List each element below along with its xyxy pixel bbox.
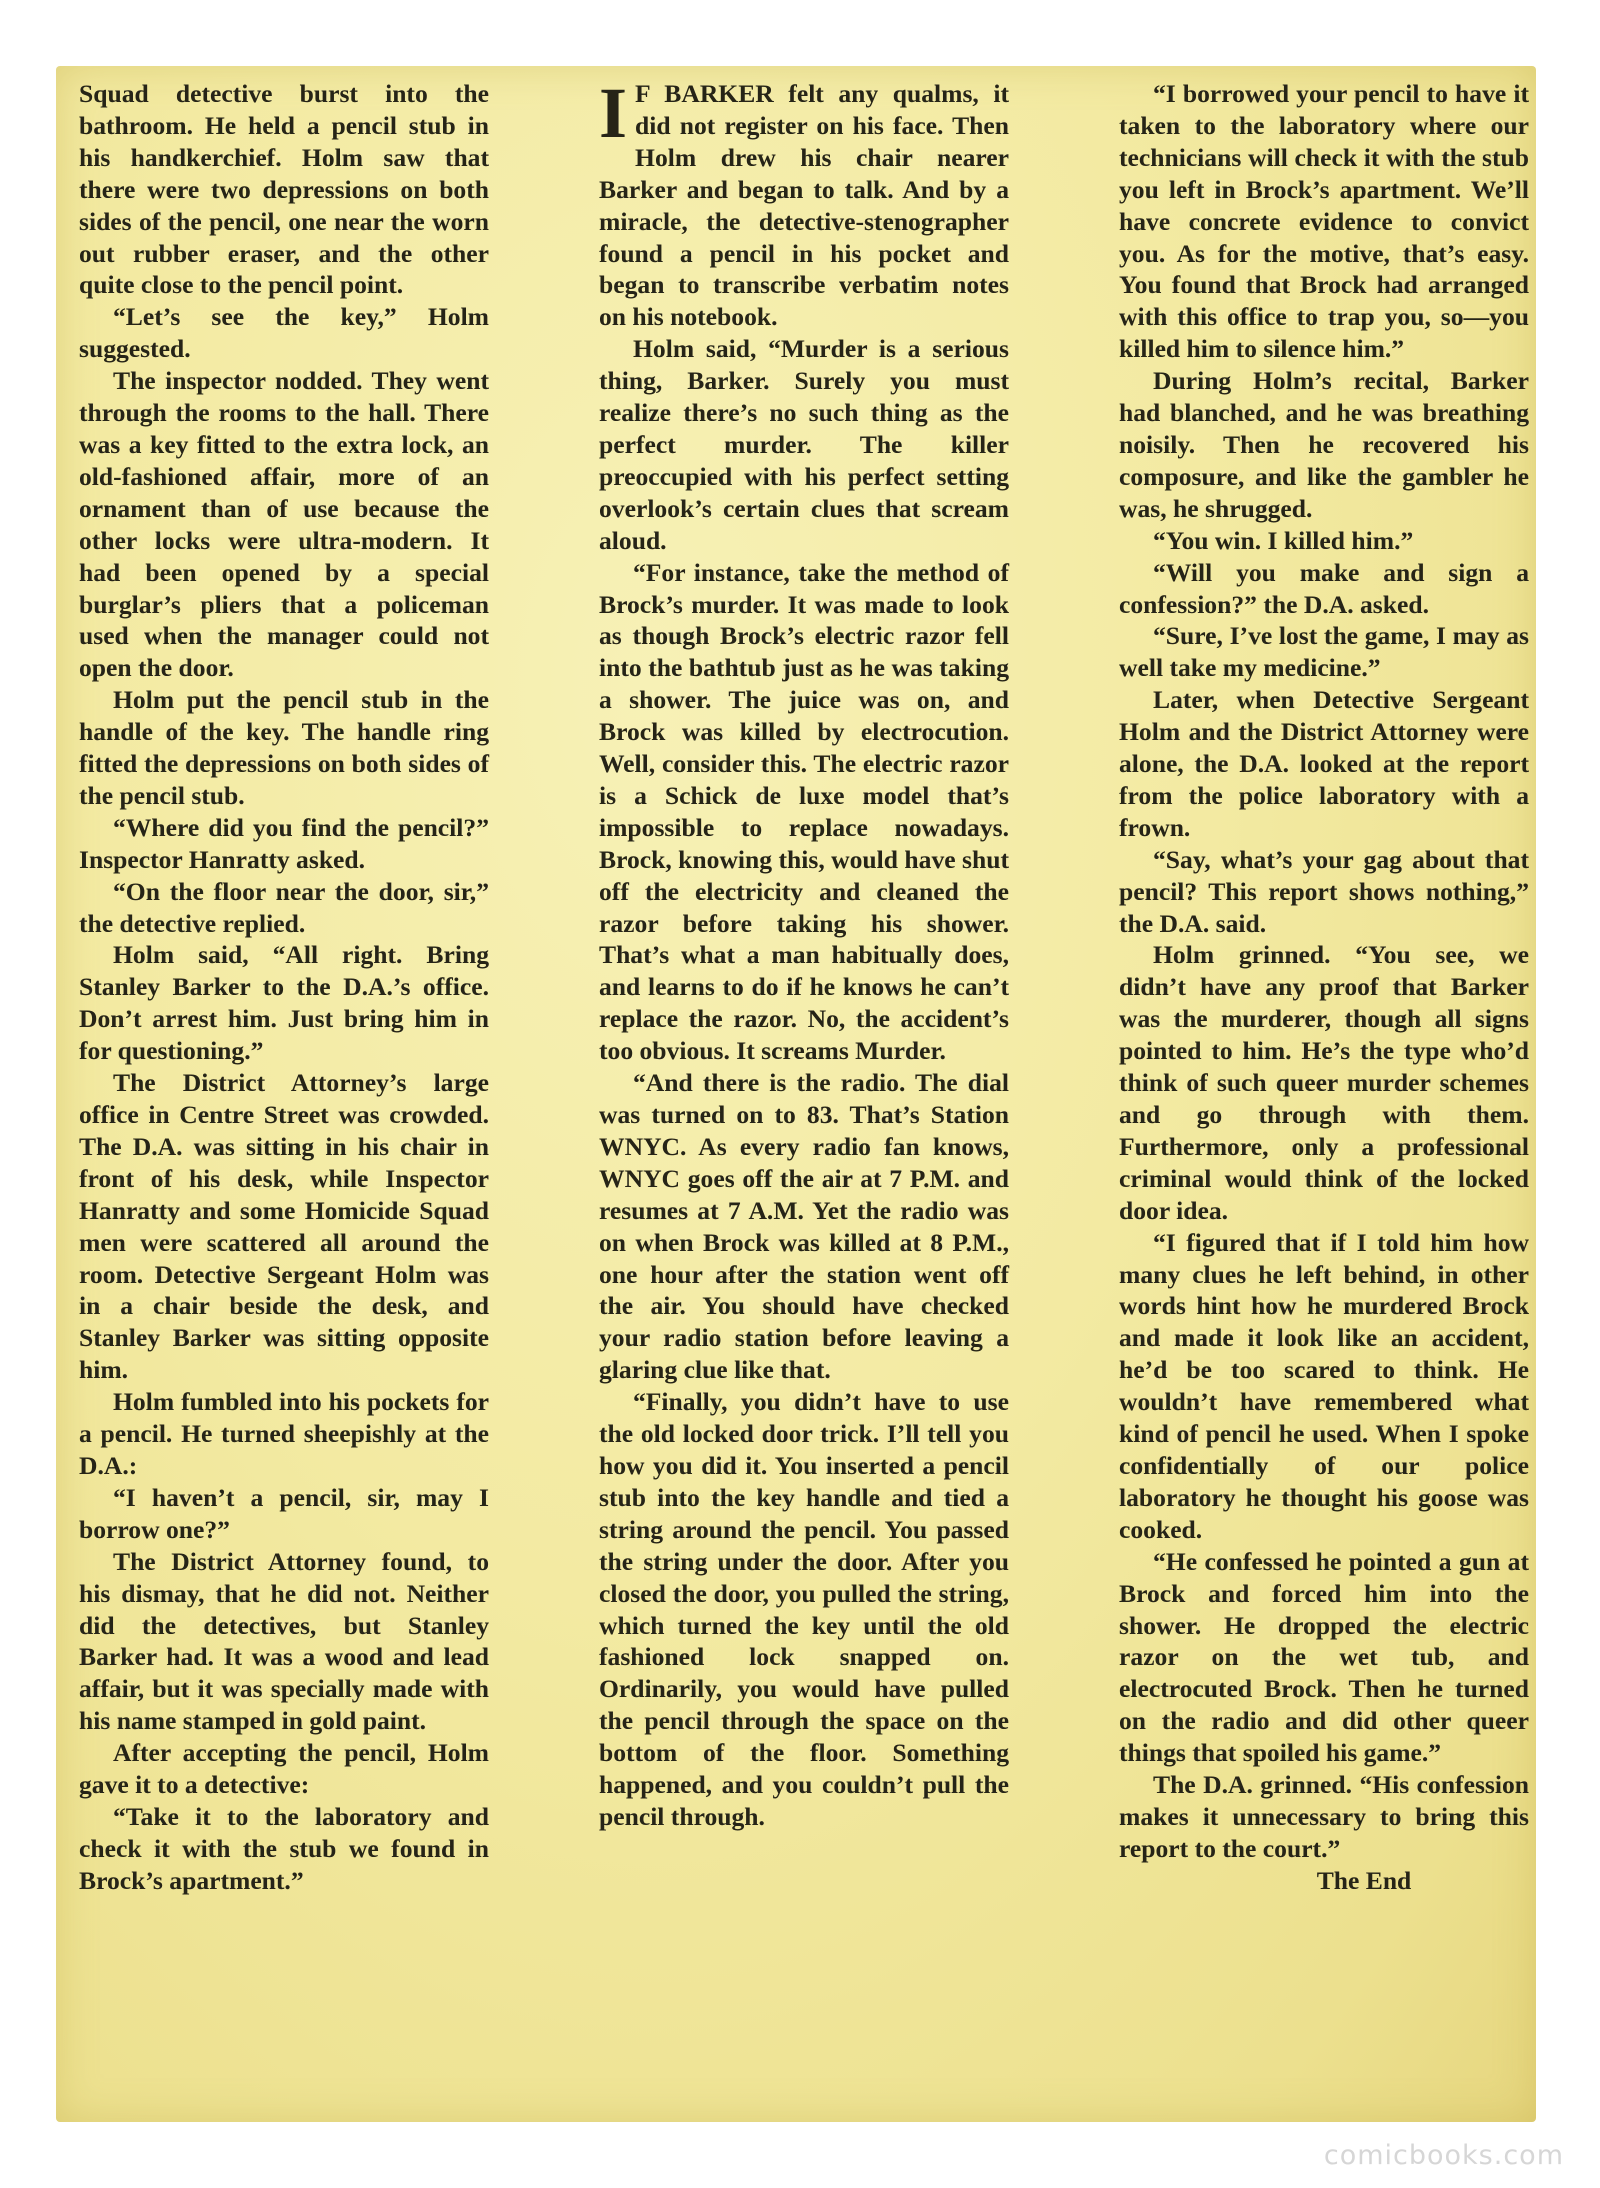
paragraph: “And there is the radio. The dial was turned on to 83. That’s Station WNYC. As every radio fan knows, WNYC goes off the air at 7 P.M. and resumes at 7 A.M. Yet the radio was on when Brock was killed at 8 P.M., one hour after the station went off the air. You should have checked your radio station before leaving a glaring clue like that. [599, 1068, 1009, 1385]
paragraph: Holm said, “All right. Bring Stanley Barker to the D.A.’s office. Don’t arrest him. Just bring him in for questioning.” [79, 940, 489, 1066]
paragraph: “I figured that if I told him how many clues he left behind, in other words hint how he murdered Brock and made it look like an accident, he’d be too scared to think. He wouldn’t have remembered what kind of pencil he used. When I spoke confidentially of our police laboratory he thought his goose was cooked. [1119, 1227, 1529, 1544]
paragraph: Squad detective burst into the bathroom. He held a pencil stub in his handkerchief. Holm saw that there were two depressions on both sides of the pencil, one near the worn out rubber eraser, and the other quite close to the pencil point. [79, 79, 489, 300]
paragraph: “You win. I killed him.” [1153, 525, 1414, 555]
paragraph: Later, when Detective Sergeant Holm and the District Attorney were alone, the D.A. looked at the report from the police laboratory with a frown. [1119, 685, 1529, 842]
paragraph: “Let’s see the key,” Holm suggested. [79, 302, 489, 364]
text-column-1 [79, 78, 489, 1897]
paragraph: After accepting the pencil, Holm gave it to a detective: [79, 1738, 489, 1800]
text-column-3 [1119, 78, 1529, 1897]
paragraph: The District Attorney’s large office in Centre Street was crowded. The D.A. was sitting in his chair in front of his desk, while Inspector Hanratty and some Homicide Squad men were scattered all around the room. Detective Sergeant Holm was in a chair beside the desk, and Stanley Barker was sitting opposite him. [79, 1068, 489, 1385]
paragraph: “On the floor near the door, sir,” the detective replied. [79, 876, 489, 938]
paragraph-lead [599, 73, 1009, 333]
text-column-2 [599, 73, 1009, 1833]
the-end-label: The End [1316, 1865, 1412, 1895]
paragraph: The inspector nodded. They went through the rooms to the hall. There was a key fitted to the extra lock, an old-fashioned affair, more of an ornament than of use because the other locks were ultra-modern. It had been opened by a special burglar’s pliers that a policeman used when the manager could not open the door. [79, 366, 489, 683]
paragraph: “Finally, you didn’t have to use the old locked door trick. I’ll tell you how you did it. You inserted a pencil stub into the key handle and tied a string around the pencil. You passed the string under the door. After you closed the door, you pulled the string, which turned the key until the old fashioned lock snapped on. Ordinarily, you would have pulled the pencil through the space on the bottom of the floor. Something happened, and you couldn’t pull the pencil through. [599, 1387, 1009, 1831]
paragraph: Holm fumbled into his pockets for a pencil. He turned sheepishly at the D.A.: [79, 1387, 489, 1480]
lead-text: F BARKER felt any qualms, it did not register on his face. Then Holm drew his chair nearer Barker and began to talk. And by a miracle, the detective-stenographer found a pencil in his pocket and began to transcribe verbatim notes on his notebook. [599, 79, 1009, 332]
paragraph: The District Attorney found, to his dismay, that he did not. Neither did the detectives, but Stanley Barker had. It was a wood and lead affair, but it was specially made with his name stamped in gold paint. [79, 1546, 489, 1736]
site-watermark: comicbooks.com [1323, 2140, 1564, 2171]
paragraph: “Say, what’s your gag about that pencil? This report shows nothing,” the D.A. said. [1119, 844, 1529, 938]
paragraph: “Will you make and sign a confession?” the D.A. asked. [1119, 557, 1529, 619]
paragraph: Holm said, “Murder is a serious thing, Barker. Surely you must realize there’s no such thing as the perfect murder. The killer preoccupied with his perfect setting overlook’s certain clues that scream aloud. [599, 334, 1009, 555]
paragraph: “He confessed he pointed a gun at Brock and forced him into the shower. He dropped the electric razor on the wet tub, and electrocuted Brock. Then he turned on the radio and did other queer things that spoiled his game.” [1119, 1546, 1529, 1768]
paragraph: “For instance, take the method of Brock’s murder. It was made to look as though Brock’s electric razor fell into the bathtub just as he was taking a shower. The juice was on, and Brock was killed by electrocution. Well, consider this. The electric razor is a Schick de luxe model that’s impossible to replace nowadays. Brock, knowing this, would have shut off the electricity and cleaned the razor before taking his shower. That’s what a man habitually does, and learns to do if he knows he can’t replace the razor. No, the accident’s too obvious. It screams Murder. [599, 557, 1009, 1066]
paragraph: During Holm’s recital, Barker had blanched, and he was breathing noisily. Then he recovered his composure, and like the gambler he was, he shrugged. [1119, 366, 1529, 523]
paragraph: “Where did you find the pencil?” Inspector Hanratty asked. [79, 812, 489, 874]
paragraph: “Take it to the laboratory and check it with the stub we found in Brock’s apartment.” [79, 1801, 489, 1895]
drop-cap: I [599, 73, 628, 153]
paragraph: “I haven’t a pencil, sir, may I borrow one?” [79, 1482, 489, 1544]
paragraph: “I borrowed your pencil to have it taken to the laboratory where our technicians will check it with the stub you left in Brock’s apartment. We’ll have concrete evidence to convict you. As for the motive, that’s easy. You found that Brock had arranged with this office to trap you, so—you killed him to silence him.” [1119, 79, 1529, 364]
paragraph: The D.A. grinned. “His confession makes it unnecessary to bring this report to the court.” [1119, 1770, 1529, 1863]
paragraph: “Sure, I’ve lost the game, I may as well take my medicine.” [1119, 621, 1529, 683]
story-page [56, 66, 1536, 2122]
paragraph: Holm grinned. “You see, we didn’t have any proof that Barker was the murderer, though all signs pointed to him. He’s the type who’d think of such queer murder schemes and go through with them. Furthermore, only a professional criminal would think of the locked door idea. [1119, 940, 1529, 1225]
paragraph: Holm put the pencil stub in the handle of the key. The handle ring fitted the depressions on both sides of the pencil stub. [79, 685, 489, 810]
